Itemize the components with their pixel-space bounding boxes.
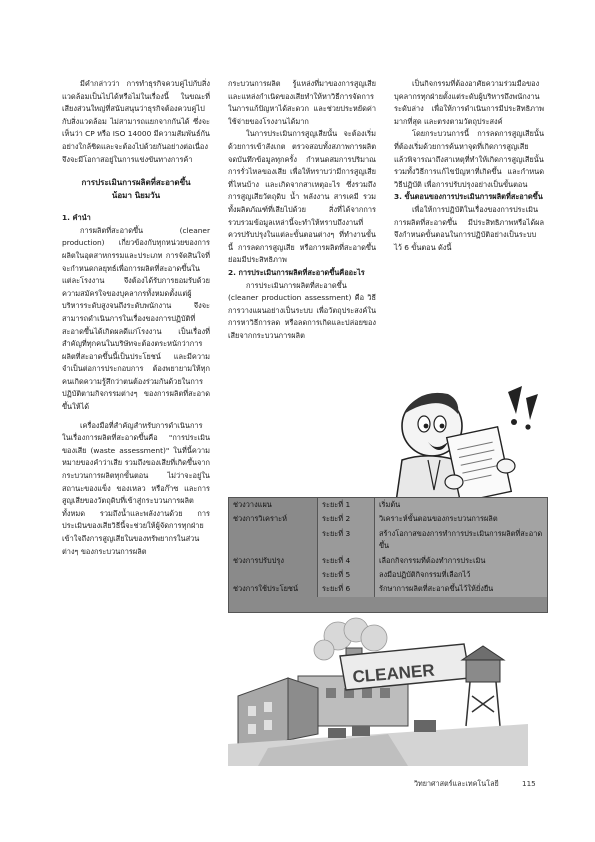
phase-cell: ช่วงการปรับปรุง <box>233 555 284 565</box>
phase-cell <box>229 568 318 582</box>
column-2-paragraph-1: กระบวนการผลิต รู้แหล่งที่มาของการสูญเสียและแหล่งกำเนิดของเสียทำให้หาวิธีการจัดการในการแก้ปัญหาได้สะดวก และช่วยประหยัดค่าใช้จ่ายของโรงงานได้มาก <box>228 79 376 126</box>
step-cell: ระยะที่ 3 <box>318 527 375 554</box>
table-row <box>229 512 547 526</box>
table-row <box>229 498 547 512</box>
cleaner-sign-text: CLEANER <box>351 660 436 687</box>
step-cell: ระยะที่ 4 <box>318 554 375 568</box>
column-3 <box>394 78 544 254</box>
table-row <box>229 568 547 582</box>
factory-icon <box>228 616 528 766</box>
journal-footer: วิทยาศาสตร์และเทคโนโลยี <box>414 779 499 788</box>
phase-cell <box>229 527 318 554</box>
step-cell: ระยะที่ 6 <box>318 582 375 596</box>
section-1-paragraph-2: เครื่องมือที่สำคัญสำหรับการดำเนินการในเรื่องการผลิตที่สะอาดขึ้นคือ "การประเมินของเสีย (waste assessment)" ในที่นี้ความหมายของคำว่าเสีย รวมถึงของเสียที่เกิดขึ้นจากกระบวนการผลิตทุกขั้นตอน ไม่ว่าจะอยู่ในสถานะของแข็ง ของเหลว หรือก๊าซ และการสูญเสียของวัตถุดิบที่เข้าสู่กระบวนการผลิตทั้งหมด รวมถึงน้ำและพลังงานด้วย การประเมินของเสียวิธีนี้จะช่วยให้ผู้จัดการทุกฝ่ายเข้าใจถึงการสูญเสียในของทรัพยากรในส่วนต่างๆ ของกระบวนการผลิต <box>62 420 210 556</box>
column-2 <box>228 78 376 342</box>
description-cell: รักษาการผลิตที่สะอาดขึ้นไว้ให้ยั่งยืน <box>375 582 548 596</box>
steps-table-body <box>229 498 547 597</box>
cleaner-factory-illustration <box>228 616 528 766</box>
description-cell: วิเคราะห์ขั้นตอนของกระบวนการผลิต <box>375 512 548 526</box>
table-row <box>229 527 547 554</box>
article-title: การประเมินการผลิตที่สะอาดขึ้น <box>81 178 191 188</box>
section-1-paragraph-1: การผลิตที่สะอาดขึ้น (cleaner production) เกี่ยวข้องกับทุกหน่วยของการผลิตในอุตสาหกรรมและประเภท การจัดสินใจที่จะกำหนดกลยุทธ์เพื่อการผลิตที่สะอาดขึ้นในแต่ละโรงงาน จึงต้องได้รับการยอมรับด้วยความสมัครใจของบุคลากรทั้งหมดตั้งแต่ผู้บริหารระดับสูงจนถึงระดับพนักงาน จึงจะสามารถดำเนินการในเรื่องของการปฏิบัติที่สะอาดขึ้นได้เกิดผลดีแก่โรงงาน เป็นเรื่องที่สำคัญที่ทุกคนในบริษัทจะต้องตระหนักว่าการผลิตที่สะอาดขึ้นนี้เป็นประโยชน์ และมีความจำเป็นต่อการประกอบการ ต้องพยายามให้ทุกคนเกิดความรู้สึกว่าตนต้องร่วมกันด้วยในการปฏิบัติตามกิจกรรมต่างๆ ของการผลิตที่สะอาดขึ้นให้ได้ <box>62 225 210 412</box>
description-cell: สร้างโอกาสของการทำการประเมินการผลิตที่สะอาดขึ้น <box>375 527 548 554</box>
column-3-paragraph-2: โดยกระบวนการนี้ การลดการสูญเสียนั้น ที่ต้องเริ่มด้วยการค้นหาจุดที่เกิดการสูญเสีย แล้วพิจารณาถึงสาเหตุที่ทำให้เกิดการสูญเสียนั้น รวมทั้งวิธีการแก้ไขปัญหาที่เกิดขึ้น และกำหนดวิธีปฏิบัติ เพื่อการปรับปรุงอย่างเป็นขั้นตอน <box>394 129 544 189</box>
description-cell: เลือกกิจกรรมที่ต้องทำการประเมิน <box>375 554 548 568</box>
page-number: 115 <box>522 779 536 788</box>
section-1-heading: 1. คำนำ <box>62 213 91 223</box>
column-3-paragraph-1: เป็นกิจกรรมที่ต้องอาศัยความร่วมมือของบุคลากรทุกฝ่ายตั้งแต่ระดับผู้บริหารถึงพนักงานระดับล่าง เพื่อให้การดำเนินการมีประสิทธิภาพมากที่สุด และตรงตามวัตถุประสงค์ <box>394 79 544 126</box>
section-2-paragraph: การประเมินการผลิตที่สะอาดขึ้น (cleaner production assessment) คือ วิธีการวางแผนอย่างเป็นระบบ เพื่อวัตถุประสงค์ในการหาวิธีการลด หรือลดการเกิดและปล่อยของเสียจากกระบวนการผลิต <box>228 280 376 340</box>
description-cell: เริ่มต้น <box>375 498 548 512</box>
phase-cell: ช่วงการวิเคราะห์ <box>233 514 287 524</box>
table-row <box>229 582 547 596</box>
section-2-heading: 2. การประเมินการผลิตที่สะอาดขึ้นคืออะไร <box>228 267 365 277</box>
assessment-steps-table <box>228 497 548 613</box>
section-3-paragraph: เพื่อให้การปฏิบัติในเรื่องของการประเมินการผลิตที่สะอาดขึ้น มีประสิทธิภาพหรือได้ผล จึงกำหนดขั้นตอนในการปฏิบัติอย่างเป็นระบบไว้ 6 ขั้นตอน ดังนี้ <box>394 204 544 252</box>
step-cell: ระยะที่ 5 <box>318 568 375 582</box>
table-row <box>229 554 547 568</box>
column-1 <box>62 78 210 558</box>
step-cell: ระยะที่ 2 <box>318 512 375 526</box>
description-cell: ลงมือปฏิบัติกิจกรรมที่เลือกไว้ <box>375 568 548 582</box>
step-cell: ระยะที่ 1 <box>318 498 375 512</box>
section-3-heading: 3. ขั้นตอนของการประเมินการผลิตที่สะอาดขึ้น <box>394 192 543 202</box>
phase-cell: ช่วงวางแผน <box>233 500 272 509</box>
phase-cell: ช่วงการใช้ประโยชน์ <box>233 584 298 594</box>
column-2-paragraph-2: ในการประเมินการสูญเสียนั้น จะต้องเริ่มด้วยการเข้าสังเกต ตรวจสอบทั้งสภาพการผลิต จดบันทึกข้อมูลทุกครั้ง กำหนดสมการปริมาณการรั่วไหลของเสีย เพื่อให้ทราบว่ามีการสูญเสียที่ไหนบ้าง และเกิดจากสาเหตุอะไร ซึ่งรวมถึงการสูญเสียวัตถุดิบ น้ำ พลังงาน สารเคมี รวมทั้งผลิตภัณฑ์ที่เสียไปด้วย สิ่งที่ได้จากการรวบรวมข้อมูลเหล่านี้จะทำให้ทราบถึงงานที่ควรปรับปรุงในแต่ละขั้นตอนต่างๆ ที่ทำงานขั้นนี้ การลดการสูญเสีย หรือการผลิตที่สะอาดขึ้นย่อมมีประสิทธิภาพ <box>228 129 376 265</box>
article-author: น้อมา นิยมวัน <box>111 191 161 201</box>
intro-paragraph: มีคำกล่าวว่า การทำธุรกิจควบคู่ไปกับสิ่งแวดล้อมเป็นไปได้หรือไม่ในเรื่องนี้ ในขณะที่ เสียงส่วนใหญ่ที่สนับสนุนว่าธุรกิจต้องควบคู่ไปกับสิ่งแวดล้อม ไม่สามารถแยกจากกันได้ ซึ่งจะเห็นว่า CP หรือ ISO 14000 มีความสัมพันธ์กันอย่างใกล้ชิดและจะต้องไปด้วยกันอย่างต่อเนื่อง จึงจะมีโอกาสอยู่ในการแข่งขันทางการค้า <box>62 79 210 164</box>
